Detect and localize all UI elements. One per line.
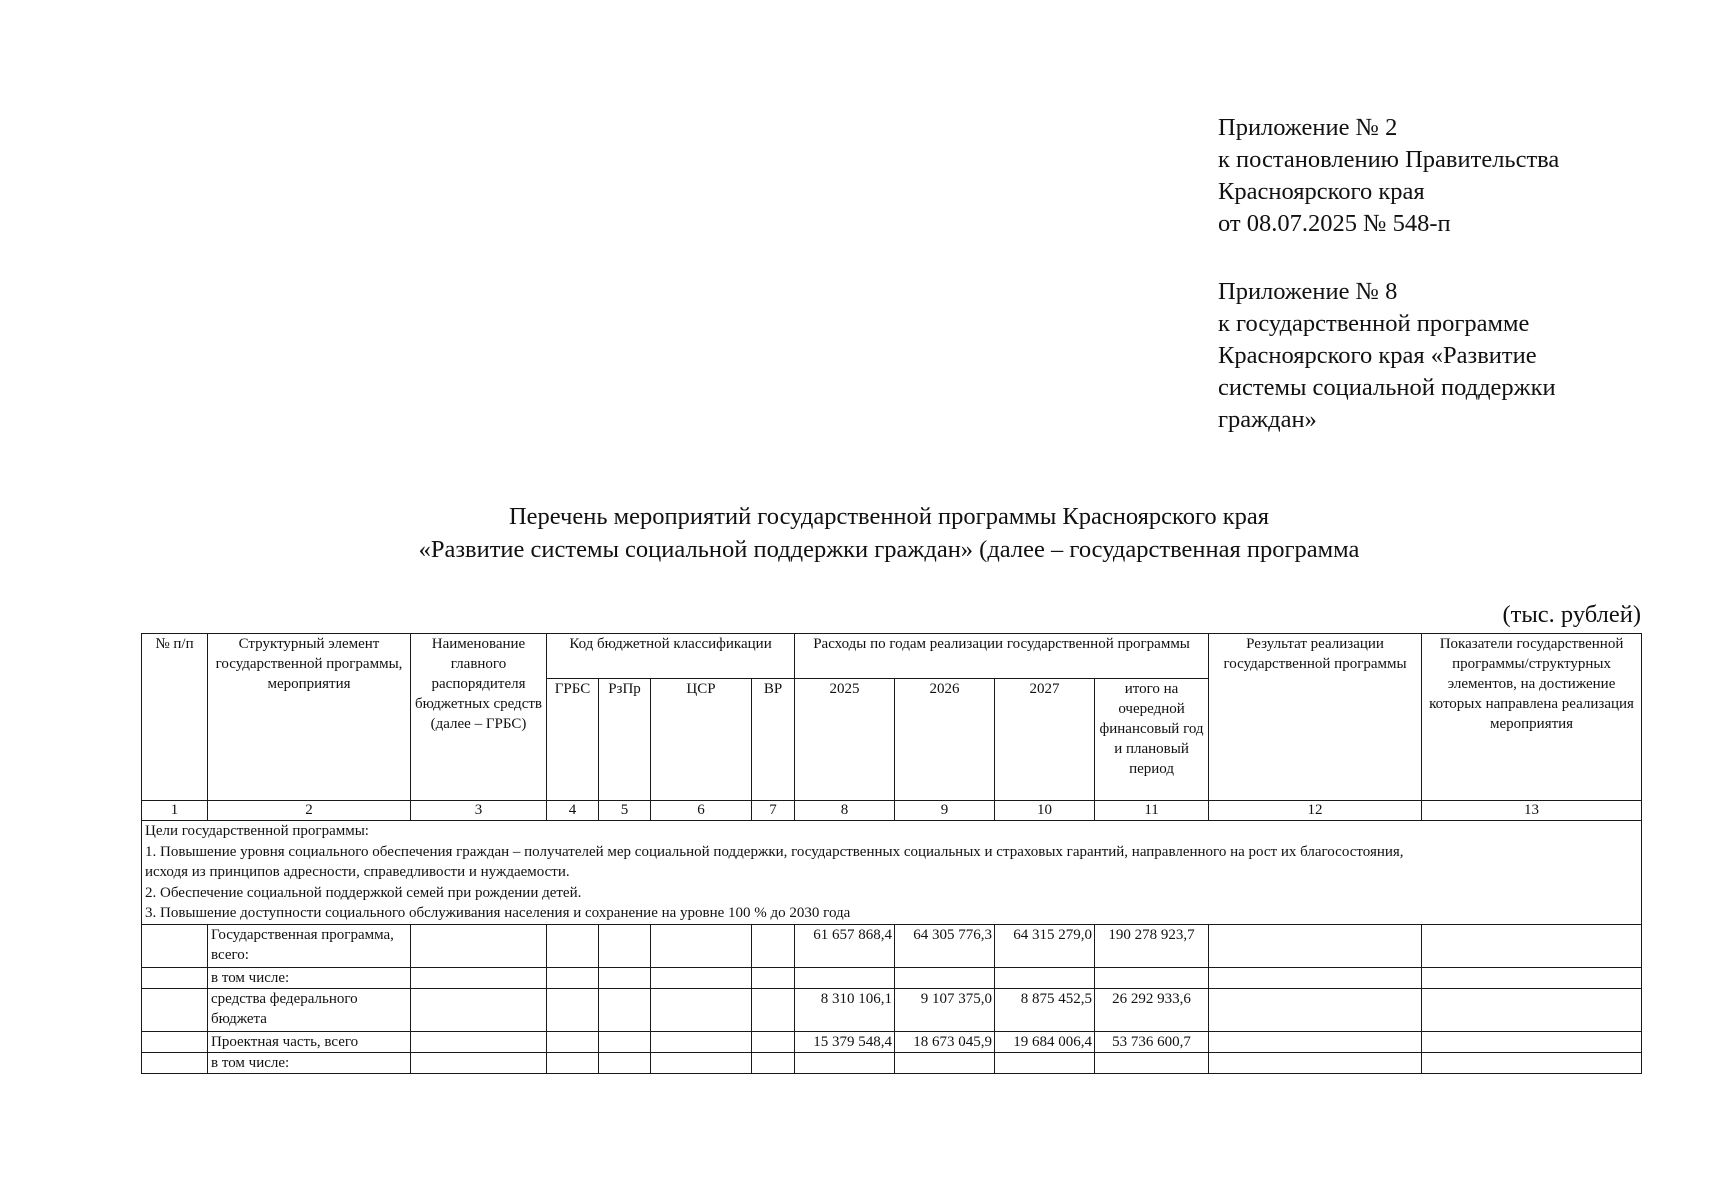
value-2025: 61 657 868,4	[795, 924, 895, 967]
goal-line: 3. Повышение доступности социального обслуживания населения и сохранение на уровне 100 % до 2030 года	[145, 905, 851, 921]
value-total: 53 736 600,7	[1095, 1031, 1209, 1052]
value-2025	[795, 967, 895, 988]
header-2026: 2026	[895, 679, 995, 801]
column-number: 8	[795, 801, 895, 821]
value-2026: 18 673 045,9	[895, 1031, 995, 1052]
appendix-line: системы социальной поддержки	[1218, 374, 1556, 401]
value-2027: 64 315 279,0	[995, 924, 1095, 967]
value-2027	[995, 967, 1095, 988]
header-num: № п/п	[142, 634, 208, 801]
header-csr: ЦСР	[651, 679, 752, 801]
column-number: 3	[411, 801, 547, 821]
column-number: 12	[1209, 801, 1422, 821]
column-number: 11	[1095, 801, 1209, 821]
column-number: 6	[651, 801, 752, 821]
value-2025: 8 310 106,1	[795, 988, 895, 1031]
units-label: (тыс. рублей)	[1502, 601, 1641, 628]
header-indicators: Показатели государственной программы/структурных элементов, на достижение которых направлена реализация мероприятия	[1422, 634, 1642, 801]
appendix-8-header	[1218, 276, 1556, 436]
goal-line: исходя из принципов адресности, справедливости и нуждаемости.	[145, 864, 570, 880]
appendix-2-header	[1218, 112, 1559, 240]
value-total	[1095, 1052, 1209, 1073]
appendix-line: Красноярского края	[1218, 178, 1425, 205]
value-total: 26 292 933,6	[1095, 988, 1209, 1031]
value-2026	[895, 1052, 995, 1073]
value-total: 190 278 923,7	[1095, 924, 1209, 967]
header-result: Результат реализации государственной программы	[1209, 634, 1422, 801]
appendix-line: Приложение № 8	[1218, 278, 1398, 305]
header-grbs-name: Наименование главного распорядителя бюджетных средств (далее – ГРБС)	[411, 634, 547, 801]
value-2027	[995, 1052, 1095, 1073]
value-2026	[895, 967, 995, 988]
column-number: 7	[752, 801, 795, 821]
column-number: 2	[208, 801, 411, 821]
appendix-line: к постановлению Правительства	[1218, 146, 1560, 173]
title-line: Перечень мероприятий государственной программы Красноярского края	[508, 503, 1270, 530]
title-line: «Развитие системы социальной поддержки граждан» (далее – государственная программа	[418, 536, 1360, 563]
value-2025	[795, 1052, 895, 1073]
table-row	[142, 988, 1642, 1031]
table-row	[142, 1052, 1642, 1073]
header-total: итого на очередной финансовый год и плановый период	[1095, 679, 1209, 801]
document-title	[140, 500, 1638, 566]
row-label: Проектная часть, всего	[208, 1031, 411, 1052]
program-goals	[142, 821, 1642, 925]
goal-line: Цели государственной программы:	[145, 823, 369, 839]
column-number: 4	[547, 801, 599, 821]
goal-line: 1. Повышение уровня социального обеспечения граждан – получателей мер социальной поддержки, государственных социальных и страховых гарантий, направленного на рост их благосостояния,	[145, 843, 1404, 860]
header-rzpr: РзПр	[599, 679, 651, 801]
appendix-line: от 08.07.2025 № 548-п	[1218, 210, 1451, 237]
column-number: 10	[995, 801, 1095, 821]
value-2026: 9 107 375,0	[895, 988, 995, 1031]
goal-line: 2. Обеспечение социальной поддержкой семей при рождении детей.	[145, 884, 582, 901]
value-2026: 64 305 776,3	[895, 924, 995, 967]
column-number: 9	[895, 801, 995, 821]
appendix-line: к государственной программе	[1218, 310, 1530, 337]
header-2027: 2027	[995, 679, 1095, 801]
appendix-line: граждан»	[1218, 406, 1317, 433]
column-number: 1	[142, 801, 208, 821]
header-2025: 2025	[795, 679, 895, 801]
row-label: в том числе:	[208, 1052, 411, 1073]
measures-table	[141, 633, 1642, 1074]
value-2025: 15 379 548,4	[795, 1031, 895, 1052]
header-grbs: ГРБС	[547, 679, 599, 801]
row-label: Государственная программа, всего:	[208, 924, 411, 967]
header-element: Структурный элемент государственной программы, мероприятия	[208, 634, 411, 801]
row-label: в том числе:	[208, 967, 411, 988]
value-2027: 19 684 006,4	[995, 1031, 1095, 1052]
appendix-line: Приложение № 2	[1218, 114, 1398, 141]
table-row	[142, 924, 1642, 967]
column-number: 13	[1422, 801, 1642, 821]
table-row	[142, 967, 1642, 988]
value-2027: 8 875 452,5	[995, 988, 1095, 1031]
appendix-line: Красноярского края «Развитие	[1218, 342, 1537, 369]
header-budget-code: Код бюджетной классификации	[547, 634, 795, 679]
row-label: средства федерального бюджета	[208, 988, 411, 1031]
header-expenses: Расходы по годам реализации государственной программы	[795, 634, 1209, 679]
column-number: 5	[599, 801, 651, 821]
header-vr: ВР	[752, 679, 795, 801]
value-total	[1095, 967, 1209, 988]
table-row	[142, 1031, 1642, 1052]
